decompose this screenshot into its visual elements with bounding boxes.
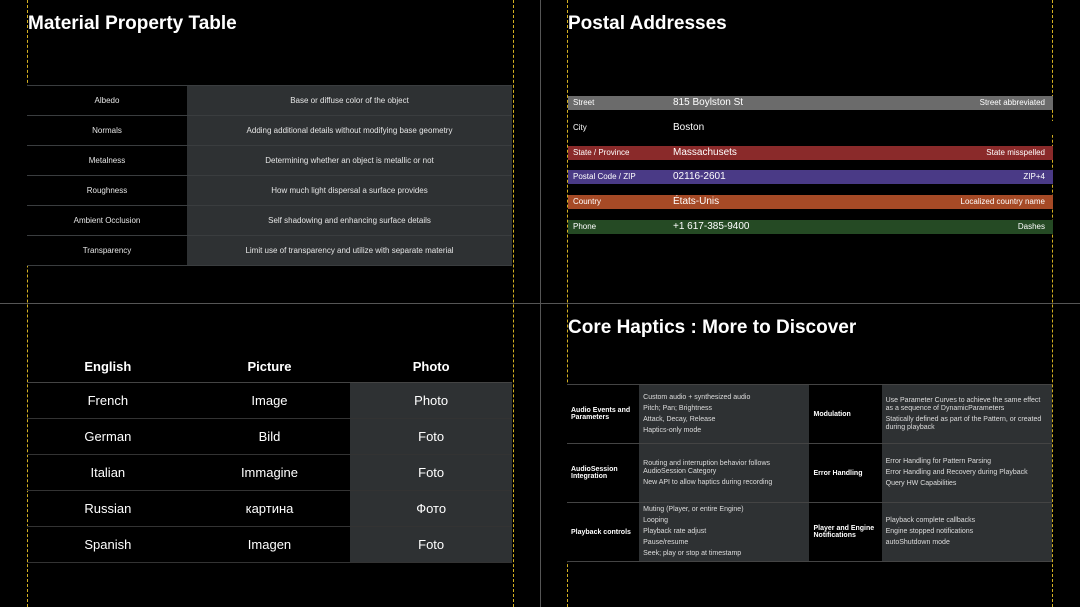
column-header: Photo bbox=[350, 350, 512, 383]
address-row bbox=[568, 170, 1053, 184]
address-row bbox=[568, 220, 1053, 234]
address-note: ZIP+4 bbox=[1023, 172, 1045, 181]
table-cell: Imagen bbox=[189, 527, 351, 563]
property-description: Base or diffuse color of the object bbox=[187, 86, 512, 116]
feature-details bbox=[639, 503, 809, 562]
property-description: Self shadowing and enhancing surface details bbox=[187, 206, 512, 236]
property-name: Normals bbox=[27, 116, 187, 146]
feature-details bbox=[639, 385, 809, 444]
address-note: Localized country name bbox=[960, 197, 1045, 206]
table-row bbox=[27, 491, 512, 527]
feature-detail-line: Pause/resume bbox=[643, 539, 689, 546]
table-row bbox=[27, 455, 512, 491]
table-row bbox=[567, 444, 1052, 503]
column-header: English bbox=[27, 350, 189, 383]
feature-heading: Error Handling bbox=[809, 444, 881, 503]
haptics-table bbox=[567, 384, 1052, 562]
feature-detail-line: Looping bbox=[643, 517, 669, 524]
feature-details bbox=[639, 444, 809, 503]
address-value: 02116-2601 bbox=[673, 171, 726, 182]
table-cell: German bbox=[27, 419, 189, 455]
feature-detail-line: Error Handling for Pattern Parsing bbox=[885, 458, 992, 465]
address-label: Street bbox=[573, 98, 595, 107]
feature-detail-line: Playback complete callbacks bbox=[885, 517, 976, 524]
feature-details bbox=[882, 385, 1052, 444]
feature-detail-line: Muting (Player, or entire Engine) bbox=[643, 506, 744, 513]
address-note: Street abbreviated bbox=[979, 98, 1045, 107]
property-description: How much light dispersal a surface provides bbox=[187, 176, 512, 206]
table-cell: Italian bbox=[27, 455, 189, 491]
table-row bbox=[27, 206, 512, 236]
address-row bbox=[568, 146, 1053, 160]
feature-detail-line: Seek; play or stop at timestamp bbox=[643, 550, 742, 557]
feature-detail-line: Haptics-only mode bbox=[643, 426, 702, 434]
table-cell: картина bbox=[189, 491, 351, 527]
table-cell: Russian bbox=[27, 491, 189, 527]
feature-details bbox=[882, 503, 1052, 562]
feature-details bbox=[882, 444, 1052, 503]
address-label: Postal Code / ZIP bbox=[573, 172, 636, 181]
feature-detail-line: Engine stopped notifications bbox=[885, 528, 974, 535]
property-description: Limit use of transparency and utilize with separate material bbox=[187, 236, 512, 266]
address-label: City bbox=[573, 123, 587, 132]
address-value: 815 Boylston St bbox=[673, 97, 744, 108]
address-note: State misspelled bbox=[986, 148, 1045, 157]
table-row bbox=[567, 385, 1052, 444]
table-cell: Foto bbox=[350, 455, 512, 491]
address-value: Boston bbox=[673, 122, 705, 133]
address-value: Massachusets bbox=[673, 147, 737, 158]
feature-detail-line: Custom audio + synthesized audio bbox=[643, 393, 751, 401]
table-row bbox=[27, 419, 512, 455]
feature-detail-line: Query HW Capabilities bbox=[885, 480, 957, 487]
material-title: Material Property Table bbox=[28, 13, 237, 34]
property-name: Albedo bbox=[27, 86, 187, 116]
table-cell: Immagine bbox=[189, 455, 351, 491]
table-row bbox=[27, 527, 512, 563]
address-label: State / Province bbox=[573, 148, 630, 157]
feature-detail-line: Playback rate adjust bbox=[643, 528, 707, 535]
address-note: Dashes bbox=[1017, 222, 1045, 231]
feature-detail-line: Error Handling and Recovery during Playback bbox=[885, 469, 1028, 476]
table-cell: Фото bbox=[350, 491, 512, 527]
address-value: États-Unis bbox=[673, 196, 720, 207]
table-cell: Foto bbox=[350, 419, 512, 455]
feature-heading: Modulation bbox=[809, 385, 881, 444]
feature-detail-line: autoShutdown mode bbox=[885, 539, 950, 546]
table-cell: Image bbox=[189, 383, 351, 419]
guide-line bbox=[1052, 0, 1053, 607]
property-name: Transparency bbox=[27, 236, 187, 266]
feature-heading: Player and Engine Notifications bbox=[809, 503, 881, 562]
feature-detail-line: Routing and interruption behavior follows AudioSession Category bbox=[643, 459, 770, 475]
material-table bbox=[27, 85, 512, 266]
table-row bbox=[27, 383, 512, 419]
property-description: Determining whether an object is metallic or not bbox=[187, 146, 512, 176]
property-description: Adding additional details without modifying base geometry bbox=[187, 116, 512, 146]
property-name: Ambient Occlusion bbox=[27, 206, 187, 236]
feature-detail-line: Attack, Decay, Release bbox=[643, 415, 716, 423]
feature-detail-line: Pitch; Pan; Brightness bbox=[643, 404, 713, 412]
feature-detail-line: Use Parameter Curves to achieve the same effect as a sequence of DynamicParameters bbox=[885, 396, 1041, 412]
vertical-divider bbox=[540, 0, 541, 607]
table-cell: Photo bbox=[350, 383, 512, 419]
column-header: Picture bbox=[189, 350, 351, 383]
table-row bbox=[27, 116, 512, 146]
address-label: Phone bbox=[573, 222, 597, 231]
address-label: Country bbox=[573, 197, 602, 206]
property-name: Roughness bbox=[27, 176, 187, 206]
table-cell: French bbox=[27, 383, 189, 419]
feature-heading: Audio Events and Parameters bbox=[567, 385, 639, 444]
feature-heading: Playback controls bbox=[567, 503, 639, 562]
postal-title: Postal Addresses bbox=[568, 13, 727, 34]
feature-heading: AudioSession Integration bbox=[567, 444, 639, 503]
table-cell: Foto bbox=[350, 527, 512, 563]
haptics-title: Core Haptics : More to Discover bbox=[568, 317, 857, 338]
table-row bbox=[27, 176, 512, 206]
table-row bbox=[27, 146, 512, 176]
property-name: Metalness bbox=[27, 146, 187, 176]
table-row bbox=[27, 86, 512, 116]
table-row bbox=[567, 503, 1052, 562]
translation-table bbox=[27, 350, 512, 563]
address-row bbox=[568, 121, 1053, 135]
address-row bbox=[568, 96, 1053, 110]
table-row bbox=[27, 236, 512, 266]
address-value: +1 617-385-9400 bbox=[673, 221, 750, 232]
feature-detail-line: Statically defined as part of the Pattern, or created during playback bbox=[885, 415, 1042, 431]
address-row bbox=[568, 195, 1053, 209]
table-cell: Spanish bbox=[27, 527, 189, 563]
guide-line bbox=[513, 0, 514, 607]
feature-detail-line: New API to allow haptics during recording bbox=[643, 478, 773, 486]
table-cell: Bild bbox=[189, 419, 351, 455]
